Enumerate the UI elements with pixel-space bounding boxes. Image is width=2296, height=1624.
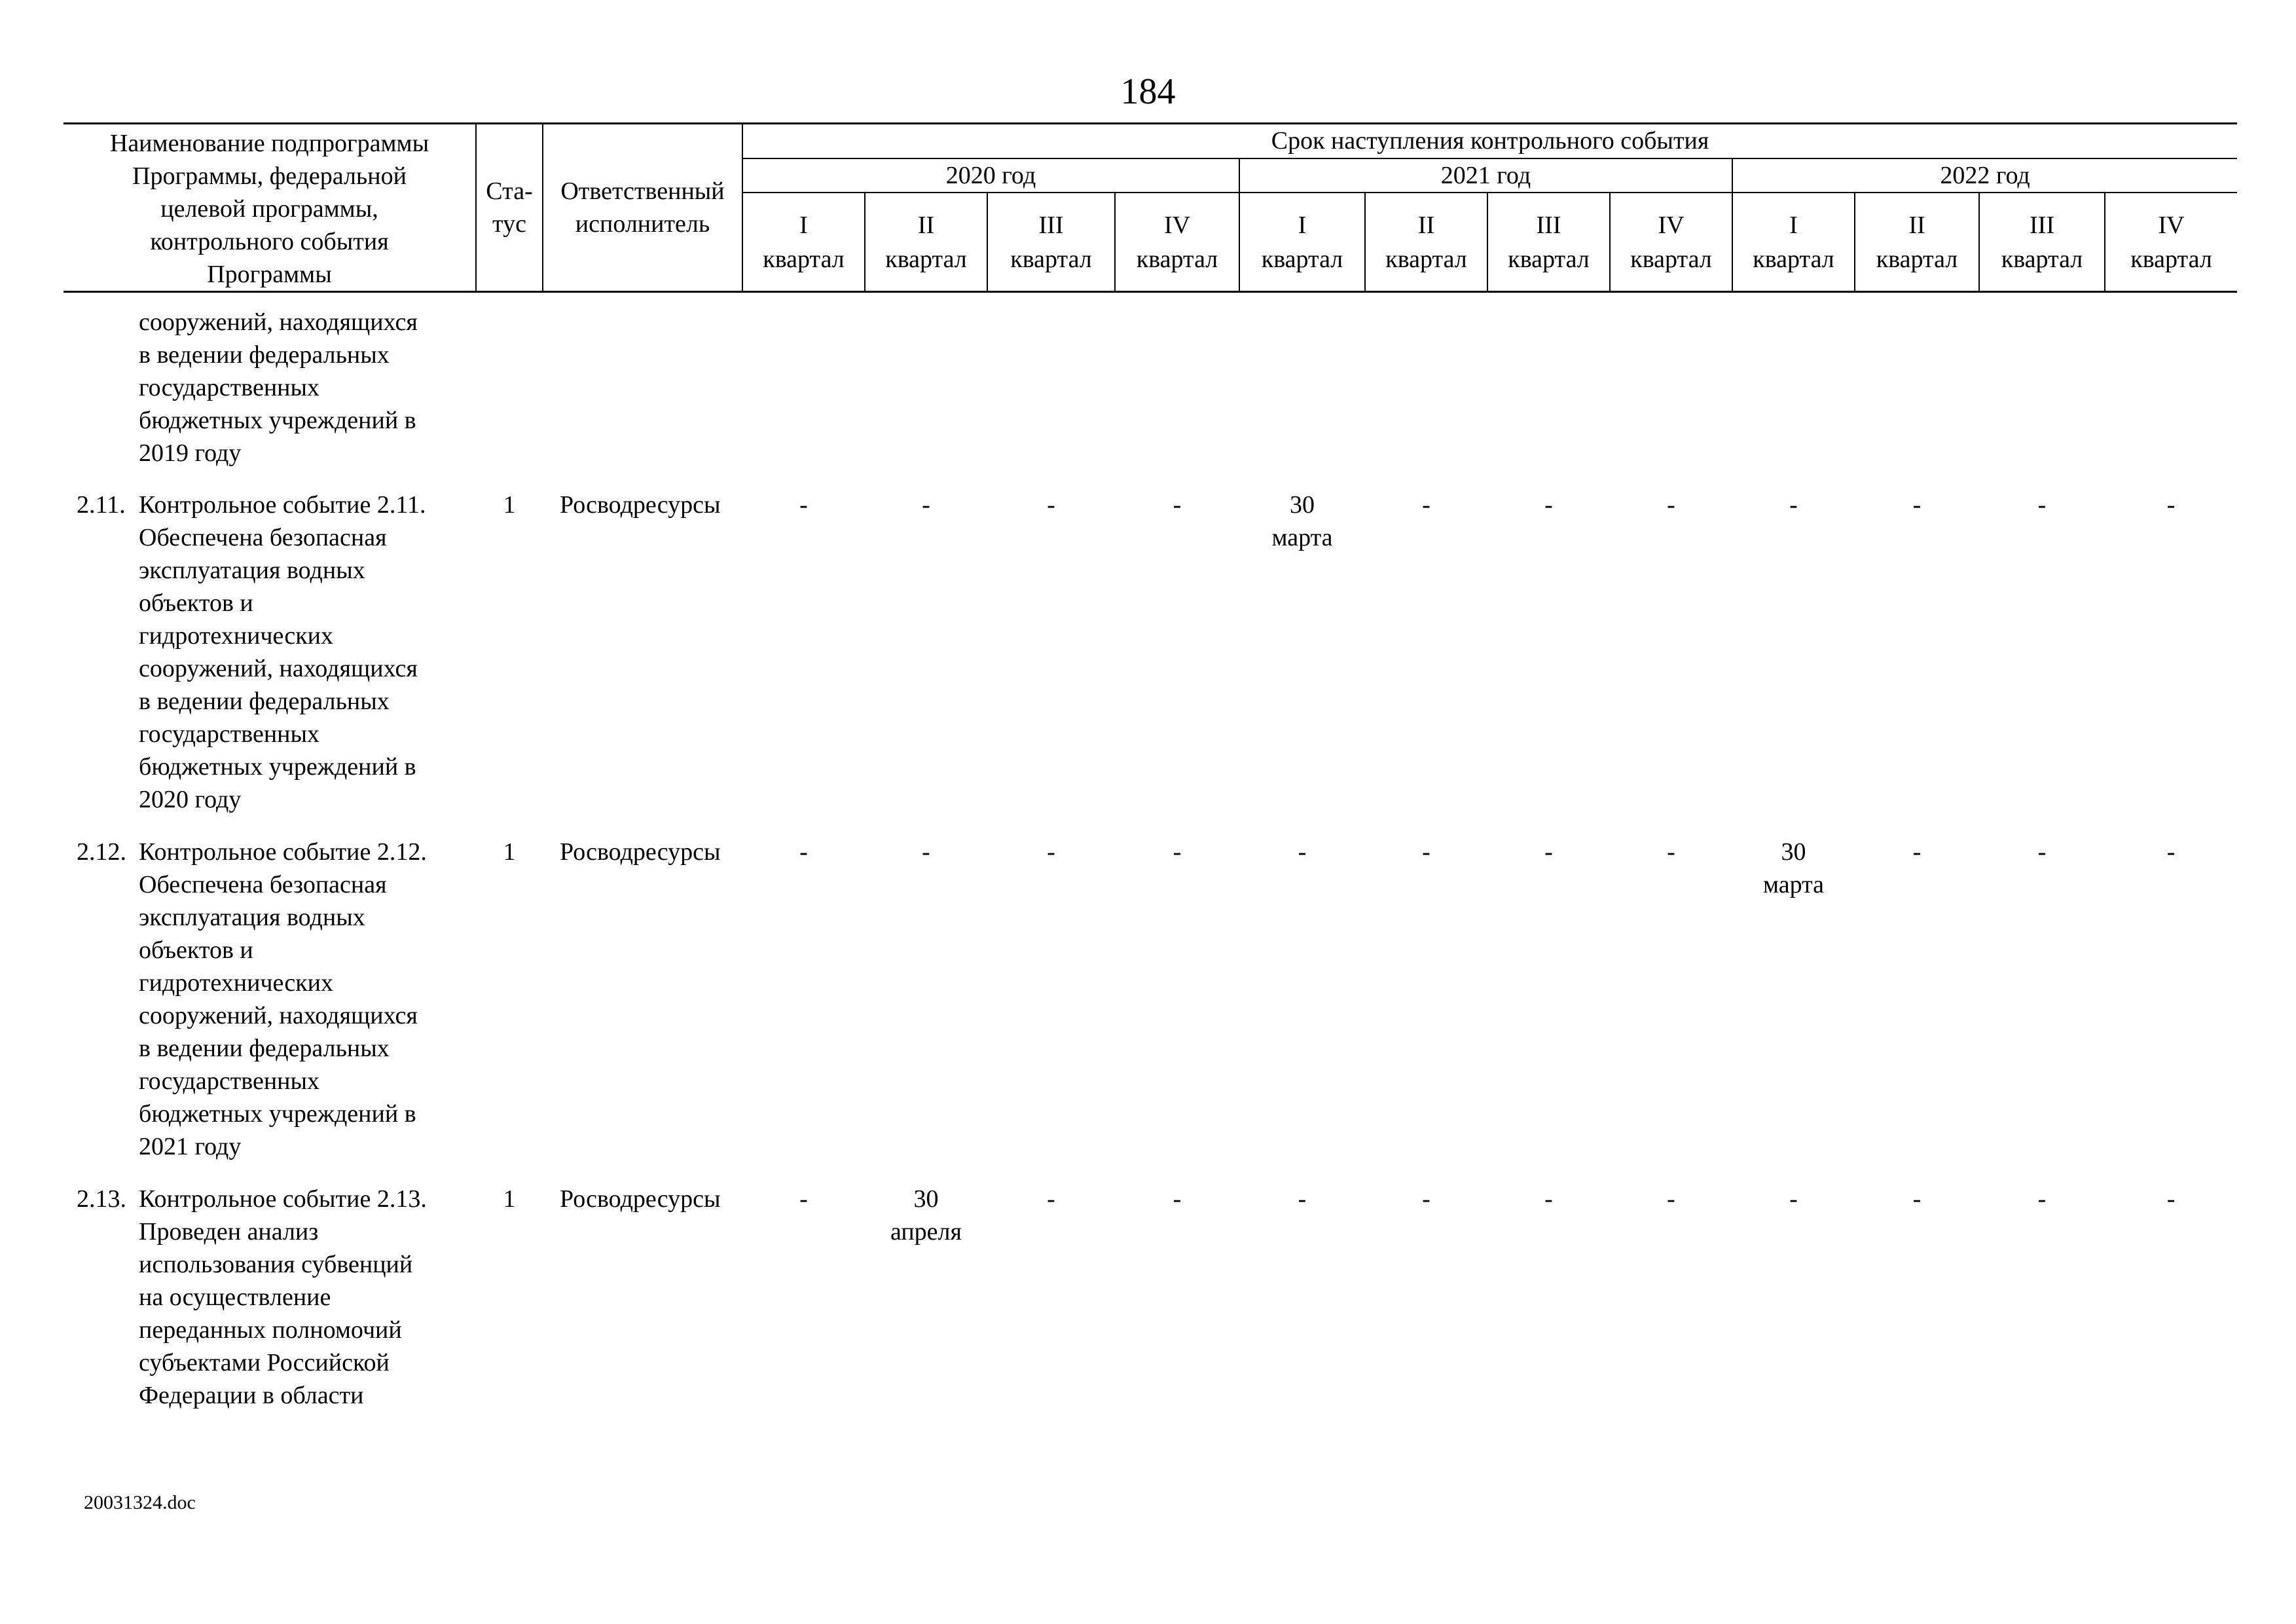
quarter-word: квартал <box>1630 245 1712 273</box>
event-status <box>476 292 543 475</box>
event-name-line: государственных <box>139 1067 320 1095</box>
quarter-numeral: III <box>1536 211 1561 239</box>
quarter-word: квартал <box>1010 245 1092 273</box>
quarter-deadline-cell <box>1365 292 1487 475</box>
quarter-deadline-value: - <box>799 490 808 519</box>
event-name-line: 2021 году <box>139 1132 242 1160</box>
event-name-line: эксплуатация водных <box>139 903 365 931</box>
quarter-numeral: II <box>917 211 935 239</box>
event-number: 2.11. <box>77 490 126 519</box>
quarter-word: квартал <box>1753 245 1834 273</box>
quarter-deadline-cell <box>1610 1170 1732 1451</box>
header-quarter <box>1855 193 1979 291</box>
quarter-word: квартал <box>1876 245 1958 273</box>
event-name-line: в ведении федеральных <box>139 1034 390 1062</box>
quarter-deadline-cell <box>1239 292 1365 475</box>
quarter-deadline-cell <box>2105 292 2237 475</box>
quarter-deadline-cell <box>1855 292 1979 475</box>
quarter-word: квартал <box>1385 245 1467 273</box>
header-quarter <box>1115 193 1239 291</box>
quarter-deadline-cell <box>1979 1170 2105 1451</box>
event-name-line: 2019 году <box>139 439 242 467</box>
quarter-deadline-cell <box>1487 822 1610 1170</box>
header-year-2022: 2022 год <box>1732 158 2237 193</box>
quarter-deadline-cell <box>1487 475 1610 822</box>
quarter-deadline-cell <box>1115 1170 1239 1451</box>
quarter-deadline-value: - <box>2037 490 2047 519</box>
event-name-cell <box>64 822 476 1170</box>
header-quarter <box>742 193 865 291</box>
event-name-line: Обеспечена безопасная <box>139 523 387 551</box>
quarter-deadline-value: - <box>1544 838 1553 866</box>
event-name-line: Контрольное событие 2.13. <box>139 1185 427 1213</box>
event-name-line: объектов и <box>139 936 253 964</box>
header-quarter <box>2105 193 2237 291</box>
quarter-deadline-cell <box>1610 292 1732 475</box>
quarter-deadline-cell <box>1610 475 1732 822</box>
event-name-line: Проведен анализ <box>139 1217 319 1246</box>
quarter-deadline-cell <box>1115 292 1239 475</box>
header-quarter <box>1979 193 2105 291</box>
quarter-word: квартал <box>1136 245 1218 273</box>
quarter-deadline-value: - <box>1173 838 1182 866</box>
header-name-line: Программы <box>207 261 332 288</box>
quarter-deadline-value: марта <box>1271 523 1333 551</box>
event-name-line: объектов и <box>139 589 253 617</box>
quarter-numeral: II <box>1908 211 1925 239</box>
header-executor-line: Ответственный <box>560 177 725 205</box>
event-status: 1 <box>503 490 516 519</box>
event-name <box>139 489 463 816</box>
quarter-numeral: I <box>1298 211 1307 239</box>
quarter-deadline-cell <box>1115 822 1239 1170</box>
event-name-line: 2020 году <box>139 785 242 813</box>
event-status: 1 <box>503 1185 516 1213</box>
quarter-deadline-value: - <box>1912 490 1922 519</box>
event-name-line: бюджетных учреждений в <box>139 1099 416 1128</box>
page-number: 184 <box>1120 71 1176 112</box>
event-name-line: использования субвенций <box>139 1250 413 1278</box>
header-deadline: Срок наступления контрольного события <box>742 124 2237 158</box>
quarter-deadline-cell <box>1365 475 1487 822</box>
quarter-numeral: IV <box>1163 211 1191 239</box>
quarter-deadline-value: - <box>1422 838 1430 866</box>
quarter-deadline-cell <box>865 822 987 1170</box>
header-status <box>476 124 543 292</box>
quarter-deadline-value: - <box>1047 490 1055 519</box>
quarter-deadline-cell <box>2105 1170 2237 1451</box>
event-name-line: Федерации в области <box>139 1381 364 1409</box>
event-name-line: субъектами Российской <box>139 1348 390 1376</box>
event-name-cell <box>64 292 476 475</box>
quarter-word: квартал <box>1508 245 1590 273</box>
quarter-deadline-value: - <box>1544 490 1553 519</box>
quarter-deadline-value: - <box>1298 1185 1307 1213</box>
event-executor: Росводресурсы <box>560 1185 721 1213</box>
quarter-deadline-value: - <box>2166 490 2176 519</box>
quarter-deadline-cell <box>1979 822 2105 1170</box>
header-name-line: целевой программы, <box>160 195 378 223</box>
quarter-word: квартал <box>763 245 845 273</box>
event-name-line: бюджетных учреждений в <box>139 407 416 434</box>
quarter-deadline-cell <box>1979 292 2105 475</box>
event-name-cell <box>64 475 476 822</box>
quarter-deadline-value: - <box>1298 838 1307 866</box>
event-name-line: Контрольное событие 2.11. <box>139 490 426 519</box>
event-name-line: в ведении федеральных <box>139 687 390 715</box>
quarter-deadline-cell <box>865 1170 987 1451</box>
header-quarter <box>1365 193 1487 291</box>
control-events-table <box>64 122 2237 1451</box>
footer-filename: 20031324.doc <box>84 1492 196 1513</box>
quarter-deadline-value: - <box>1912 838 1922 866</box>
header-status-line: Ста- <box>486 177 533 205</box>
quarter-numeral: III <box>2030 211 2054 239</box>
quarter-deadline-cell <box>1855 475 1979 822</box>
event-name-line: сооружений, находящихся <box>139 654 418 682</box>
event-name <box>139 1183 463 1412</box>
quarter-numeral: IV <box>2158 211 2185 239</box>
quarter-deadline-cell <box>1979 475 2105 822</box>
quarter-deadline-value: - <box>1667 838 1675 866</box>
event-name-line: Обеспечена безопасная <box>139 870 387 898</box>
quarter-deadline-cell <box>1732 475 1855 822</box>
quarter-deadline-value: 30 <box>913 1185 939 1213</box>
quarter-deadline-cell <box>1855 1170 1979 1451</box>
header-name <box>64 124 476 292</box>
quarter-deadline-cell <box>742 822 865 1170</box>
quarter-deadline-value: апреля <box>890 1217 962 1246</box>
quarter-deadline-value: - <box>1173 1185 1182 1213</box>
quarter-deadline-cell <box>742 292 865 475</box>
quarter-deadline-value: - <box>1544 1185 1553 1213</box>
header-name-line: Наименование подпрограммы <box>109 130 429 157</box>
event-name-line: на осуществление <box>139 1283 331 1311</box>
event-name-line: эксплуатация водных <box>139 556 365 584</box>
event-number: 2.13. <box>77 1185 126 1213</box>
quarter-deadline-value: - <box>922 490 930 519</box>
table-body <box>64 292 2237 1451</box>
quarter-deadline-cell <box>1732 822 1855 1170</box>
quarter-deadline-value: - <box>1912 1185 1922 1213</box>
quarter-deadline-cell <box>1487 1170 1610 1451</box>
event-executor: Росводресурсы <box>560 490 721 519</box>
quarter-deadline-cell <box>1239 822 1365 1170</box>
quarter-deadline-value: - <box>1667 1185 1675 1213</box>
quarter-deadline-value: - <box>1422 490 1430 519</box>
event-executor <box>543 292 742 475</box>
event-name <box>139 306 463 470</box>
quarter-deadline-cell <box>742 475 865 822</box>
event-status: 1 <box>503 838 516 866</box>
quarter-deadline-cell <box>1365 822 1487 1170</box>
table-header <box>64 124 2237 292</box>
quarter-deadline-value: 30 <box>1781 838 1806 866</box>
quarter-numeral: II <box>1417 211 1435 239</box>
table-row <box>64 292 2237 475</box>
quarter-word: квартал <box>1261 245 1343 273</box>
event-number: 2.12. <box>77 838 126 866</box>
quarter-deadline-value: - <box>1047 838 1055 866</box>
header-quarter <box>1732 193 1855 291</box>
quarter-deadline-cell <box>865 475 987 822</box>
quarter-deadline-value: - <box>1047 1185 1055 1213</box>
quarter-deadline-value: - <box>2037 1185 2047 1213</box>
quarter-numeral: I <box>1789 211 1798 239</box>
header-year-2020: 2020 год <box>742 158 1239 193</box>
quarter-deadline-cell <box>1610 822 1732 1170</box>
quarter-deadline-value: - <box>799 838 808 866</box>
quarter-deadline-value: - <box>2166 1185 2176 1213</box>
quarter-deadline-cell <box>1855 822 1979 1170</box>
quarter-deadline-value: - <box>2037 838 2047 866</box>
quarter-deadline-value: - <box>922 838 930 866</box>
quarter-deadline-cell <box>865 292 987 475</box>
table-row <box>64 475 2237 822</box>
quarter-deadline-cell <box>1487 292 1610 475</box>
quarter-numeral: III <box>1038 211 1064 239</box>
event-name-line: гидротехнических <box>139 621 333 650</box>
event-name-line: Контрольное событие 2.12. <box>139 838 427 866</box>
event-executor: Росводресурсы <box>560 838 721 866</box>
quarter-deadline-cell <box>987 1170 1115 1451</box>
quarter-deadline-cell <box>987 475 1115 822</box>
table-row <box>64 1170 2237 1451</box>
header-name-line: контрольного события <box>150 228 389 255</box>
header-quarter <box>1610 193 1732 291</box>
event-name-line: бюджетных учреждений в <box>139 752 416 781</box>
quarter-deadline-cell <box>742 1170 865 1451</box>
table-row <box>64 822 2237 1170</box>
quarter-deadline-value: - <box>1173 490 1182 519</box>
quarter-deadline-value: - <box>799 1185 808 1213</box>
event-name-cell <box>64 1170 476 1451</box>
quarter-deadline-cell <box>987 292 1115 475</box>
quarter-deadline-cell <box>1239 1170 1365 1451</box>
quarter-deadline-value: 30 <box>1290 490 1315 519</box>
quarter-deadline-value: - <box>2166 838 2176 866</box>
quarter-deadline-value: марта <box>1762 870 1825 898</box>
header-quarter <box>865 193 987 291</box>
event-name-line: сооружений, находящихся <box>139 308 418 336</box>
header-year-2021: 2021 год <box>1239 158 1732 193</box>
header-name-line: Программы, федеральной <box>132 162 407 190</box>
quarter-deadline-cell <box>1115 475 1239 822</box>
header-status-line: тус <box>492 210 526 238</box>
quarter-numeral: I <box>799 211 808 239</box>
quarter-deadline-value: - <box>1789 490 1798 519</box>
header-quarter <box>987 193 1115 291</box>
quarter-deadline-cell <box>1365 1170 1487 1451</box>
header-executor-line: исполнитель <box>575 210 710 238</box>
quarter-deadline-cell <box>1732 1170 1855 1451</box>
quarter-word: квартал <box>2001 245 2083 273</box>
quarter-word: квартал <box>885 245 967 273</box>
quarter-deadline-value: - <box>1789 1185 1798 1213</box>
event-name-line: в ведении федеральных <box>139 341 390 369</box>
event-name <box>139 836 463 1163</box>
quarter-deadline-value: - <box>1667 490 1675 519</box>
quarter-word: квартал <box>2130 245 2212 273</box>
event-name-line: сооружений, находящихся <box>139 1001 418 1029</box>
header-executor <box>543 124 742 292</box>
quarter-numeral: IV <box>1658 211 1685 239</box>
header-quarter <box>1487 193 1610 291</box>
event-name-line: переданных полномочий <box>139 1316 402 1344</box>
quarter-deadline-cell <box>1239 475 1365 822</box>
quarter-deadline-value: - <box>1422 1185 1430 1213</box>
quarter-deadline-cell <box>1732 292 1855 475</box>
quarter-deadline-cell <box>2105 475 2237 822</box>
event-name-line: государственных <box>139 720 320 748</box>
header-quarter <box>1239 193 1365 291</box>
quarter-deadline-cell <box>987 822 1115 1170</box>
event-name-line: государственных <box>139 374 320 401</box>
event-name-line: гидротехнических <box>139 969 333 997</box>
quarter-deadline-cell <box>2105 822 2237 1170</box>
